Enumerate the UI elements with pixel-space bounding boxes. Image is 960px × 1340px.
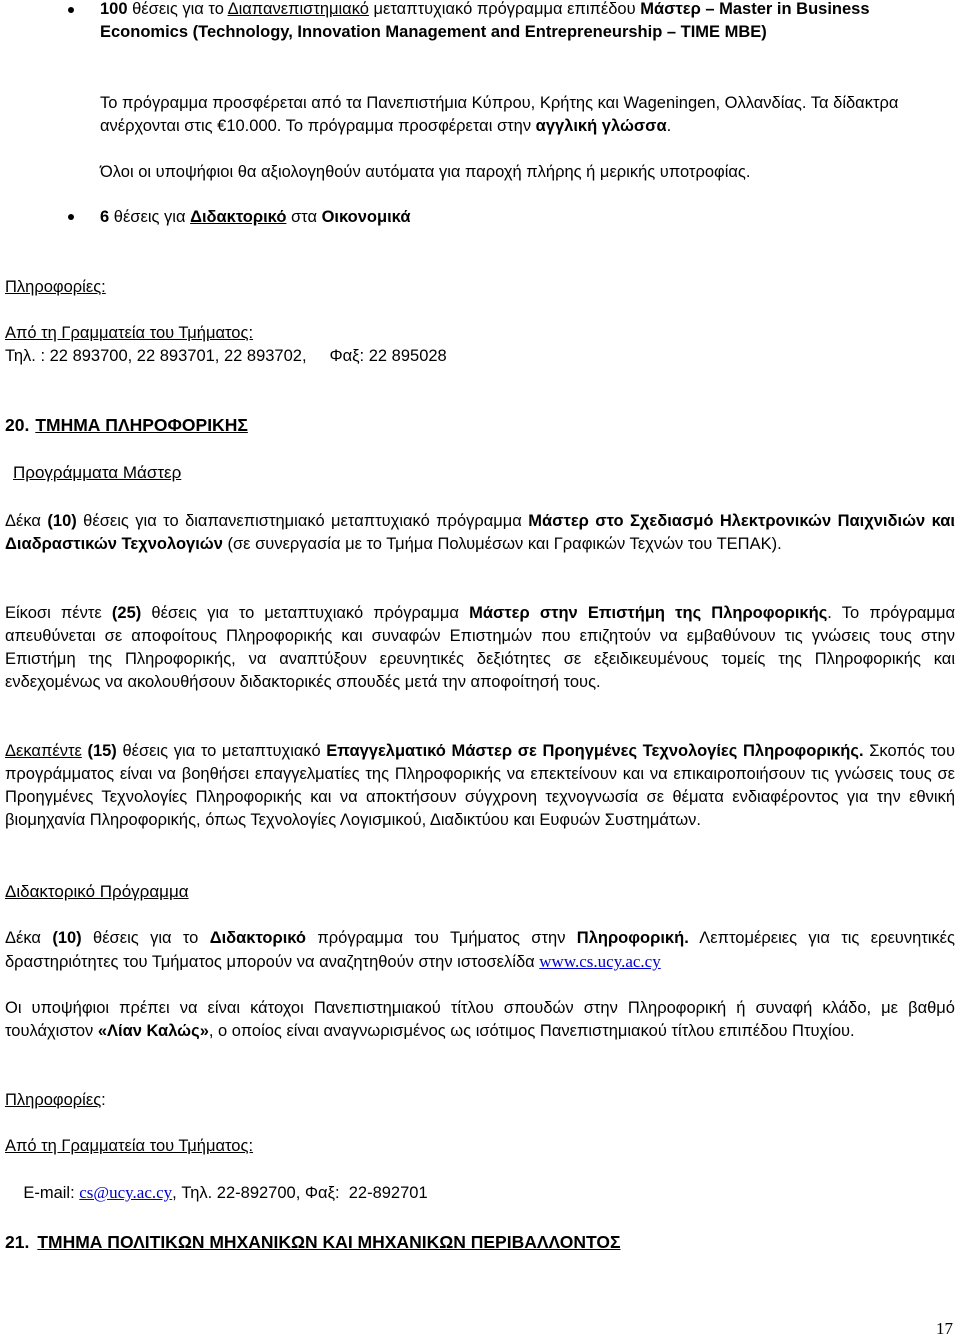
paragraph-phd-program: Δέκα (10) θέσεις για το Διδακτορικό πρόγραμμα του Τμήματος στην Πληροφορική. Λεπτομέρειες για τις ερευνητικές δραστηριότητες του Τμήματος μπορούν να αναζητηθούν στην ιστοσελίδα www.cs.ucy.ac.cy [5, 929, 955, 971]
program-description: Το πρόγραμμα προσφέρεται από τα Πανεπιστήμια Κύπρου, Κρήτης και Wageningen, Ολλανδίας. Τα δίδακτρα ανέρχονται στις €10.000. Το πρόγραμμα προσφέρεται στην αγγλική γλώσσα. [100, 94, 899, 135]
phd-program-heading: Διδακτορικό Πρόγραμμα [5, 882, 189, 901]
secretariat-label: Από τη Γραμματεία του Τμήματος: [5, 324, 254, 342]
phd-link[interactable]: Διδακτορικό [190, 208, 287, 226]
section-number: 21. [5, 1232, 30, 1252]
cs-website-link[interactable]: www.cs.ucy.ac.cy [539, 952, 661, 971]
page-number: 17 [936, 1319, 953, 1338]
contact-email-phone: E-mail: cs@ucy.ac.cy, Τηλ. 22-892700, Φαξ: 22-892701 [23, 1183, 428, 1202]
email-link[interactable]: cs@ucy.ac.cy [79, 1183, 173, 1202]
paragraph-professional-masters: Δεκαπέντε (15) θέσεις για το μεταπτυχιακό Επαγγελματικό Μάστερ σε Προηγμένες Τεχνολογίες Πληροφορικής. Σκοπός του προγράμματος είναι να βοηθήσει επαγγελματίες της Πληροφορικής να επεκτείνουν και να επικαιροποιήσουν τις γνώσεις τους σε Προηγμένες Τεχνολογίες Πληροφορικής και να αποκτήσουν σύγχρονη τεχνογνωσία σε θέματα ενδιαφέροντος για την εθνική βιομηχανία Πληροφορικής, όπως Τεχνολογίες Λογισμικού, Διαδικτύου και Ευφυών Συστημάτων. [5, 742, 956, 829]
section-20-heading [5, 414, 248, 437]
section-title: ΤΜΗΜΑ ΠΛΗΡΟΦΟΡΙΚΗΣ [35, 415, 248, 435]
info-label: Πληροφορίες: [5, 1091, 106, 1109]
info-label: Πληροφορίες: [5, 278, 106, 296]
bullet-item-phd-economics: 6 θέσεις για Διδακτορικό στα Οικονομικά [100, 208, 411, 226]
program-title: Μάστερ – Master in Business Economics (Technology, Innovation Management and Entrepreneurship – TIME MBE) [100, 0, 870, 41]
interuniversity-link[interactable]: Διαπανεπιστημιακό [227, 0, 369, 18]
bullet-marker [68, 214, 74, 220]
section-number: 20. [5, 415, 30, 435]
paragraph-game-design-masters: Δέκα (10) θέσεις για το διαπανεπιστημιακό μεταπτυχιακό πρόγραμμα Μάστερ στο Σχεδιασμό Ηλεκτρονικών Παιχνιδιών και Διαδραστικών Τεχνολογιών (σε συνεργασία με το Τμήμα Πολυμέσων και Γραφικών Τεχνών του ΤΕΠΑΚ). [5, 512, 955, 553]
bullet-item-time-mba: 100 θέσεις για το Διαπανεπιστημιακό μεταπτυχιακό πρόγραμμα επιπέδου Μάστερ – Master in Business Economics (Technology, Innovation Management and Entrepreneurship – TIME MBE) [100, 0, 870, 41]
section-21-heading [5, 1231, 620, 1254]
paragraph-requirements: Οι υποψήφιοι πρέπει να είναι κάτοχοι Πανεπιστημιακού τίτλου σπουδών στην Πληροφορική ή συναφή κλάδο, με βαθμό τουλάχιστον «Λίαν Καλώς», ο οποίος είναι αναγνωρισμένος ως ισότιμος Πανεπιστημιακού τίτλου επιπέδου Πτυχίου. [5, 999, 955, 1040]
paragraph-cs-masters: Είκοσι πέντε (25) θέσεις για το μεταπτυχιακό πρόγραμμα Μάστερ στην Επιστήμη της Πληροφορικής. Το πρόγραμμα απευθύνεται σε αποφοίτους Πληροφορικής και συναφών Επιστημών που επιζητούν να εμβαθύνουν τις γνώσεις τους στην Επιστήμη της Πληροφορικής, να αναπτύξουν ερευνητικές δεξιότητες σε εξειδικευμένους τομείς της Πληροφορικής και ενδεχομένως να ακολουθήσουν διδακτορικές σπουδές μετά την αποφοίτησή τους. [5, 604, 955, 691]
bullet-marker [68, 7, 74, 13]
section-title: ΤΜΗΜΑ ΠΟΛΙΤΙΚΩΝ ΜΗΧΑΝΙΚΩΝ ΚΑΙ ΜΗΧΑΝΙΚΩΝ ΠΕΡΙΒΑΛΛΟΝΤΟΣ [37, 1232, 621, 1252]
contact-phone-fax: Τηλ. : 22 893700, 22 893701, 22 893702, Φαξ: 22 895028 [5, 347, 447, 365]
secretariat-label: Από τη Γραμματεία του Τμήματος: [5, 1137, 254, 1155]
scholarship-note: Όλοι οι υποψήφιοι θα αξιολογηθούν αυτόματα για παροχή πλήρης ή μερικής υποτροφίας. [100, 163, 751, 181]
masters-programs-heading: Προγράμματα Μάστερ [13, 463, 182, 482]
seat-count: 100 [100, 0, 128, 18]
